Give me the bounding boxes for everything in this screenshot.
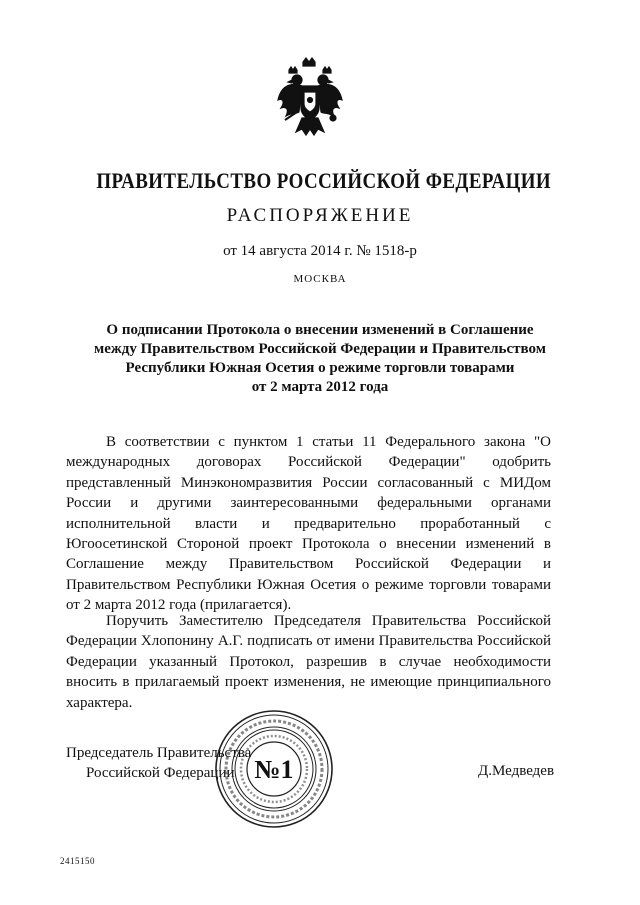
signatory-title-line-2: Российской Федерации — [86, 765, 235, 781]
subject-line: от 2 марта 2012 года — [251, 379, 389, 395]
subject-line: О подписании Протокола о внесении изменений в Соглашение — [106, 322, 534, 338]
body-paragraph-1: В соответствии с пунктом 1 статьи 11 Федерального закона "О международных договорах Российской Федерации" одобрить представленный Минэкономразвития России согласованный с МИДом России и другими заинтересованными федеральными органами исполнительной власти и предварительно проработанный с Югоосетинской Стороной проект Протокола о внесении изменений в Соглашение между Правительством Российской Федерации и Правительством Республики Южная Осетия о режиме торговли товарами от 2 марта 2012 года (прилагается). — [66, 434, 551, 614]
official-seal-stamp — [213, 708, 335, 830]
signatory-title-line-1: Председатель Правительства — [66, 745, 252, 761]
document-city: МОСКВА — [293, 273, 347, 285]
document-type: РАСПОРЯЖЕНИЕ — [226, 205, 414, 226]
signatory-name: Д.Медведев — [478, 763, 555, 779]
subject-line: Республики Южная Осетия о режиме торговли товарами — [125, 360, 515, 376]
document-code: 2415150 — [60, 856, 95, 866]
body-paragraph-2: Поручить Заместителю Председателя Правительства Российской Федерации Хлопонину А.Г. подписать от имени Правительства Российской Федерации указанный Протокол, разрешив в случае необходимости вносить в прилагаемый проект изменения, не имеющие принципиального характера. — [66, 613, 551, 711]
russian-coat-of-arms-icon — [275, 56, 345, 138]
stamp-number: №1 — [254, 755, 294, 784]
subject-line: между Правительством Российской Федерации и Правительством — [94, 341, 546, 357]
organization-title: ПРАВИТЕЛЬСТВО РОССИЙСКОЙ ФЕДЕРАЦИИ — [96, 168, 552, 193]
document-subject — [80, 321, 560, 397]
document-date-number: от 14 августа 2014 г. № 1518-р — [223, 243, 417, 259]
